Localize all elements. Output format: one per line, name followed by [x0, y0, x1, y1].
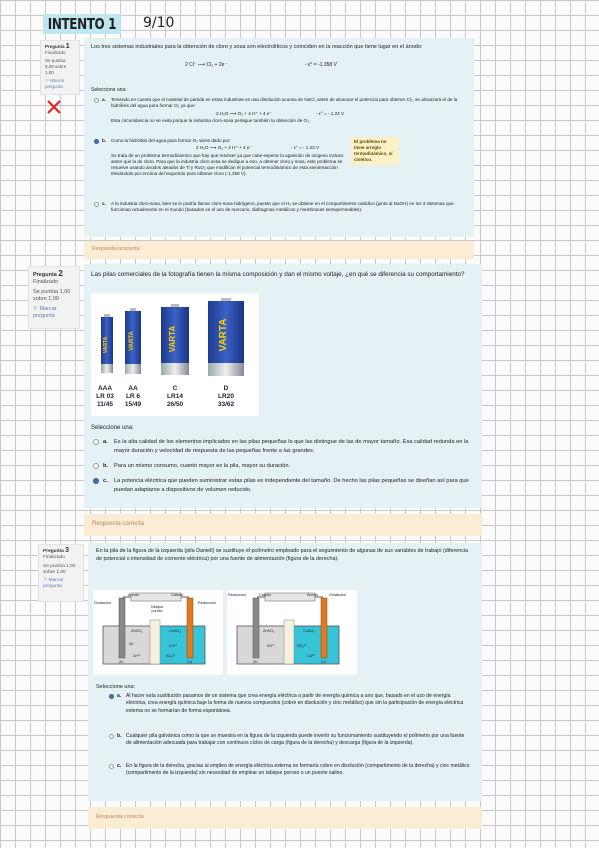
option-letter: c.: [103, 478, 108, 484]
question-label: Pregunta: [33, 272, 59, 278]
equation-main-text: 2 Cl⁻ ⟶ Cl₂ + 2e⁻: [185, 62, 228, 68]
svg-text:VARTA: VARTA: [129, 331, 135, 351]
radio-button[interactable]: [93, 478, 99, 484]
radio-button[interactable]: [109, 764, 114, 769]
label-reduction: Reducción: [228, 593, 246, 597]
question-info-3: [38, 544, 84, 602]
label-cathode: Cátodo: [171, 593, 184, 597]
option-extra: Esta circunstancia no se evita porque la industria cloro-sosa persigue también la obtención de O₂.: [111, 117, 311, 123]
daniell-cell-figure-right: [227, 590, 357, 675]
question-number: 3: [65, 547, 70, 554]
option-letter: a.: [117, 693, 122, 699]
label-anode: Ánodo: [128, 593, 139, 597]
question-info-2: [28, 266, 80, 329]
attempt-title: INTENTO 1: [43, 14, 121, 34]
option-text: Como la hidrólisis del agua para formar O₂ viene dado por:: [111, 138, 231, 143]
attempt-header: [43, 13, 140, 35]
label-so4: SO₄²⁻: [297, 644, 308, 648]
label-porous-wall: Tabique poroso: [150, 605, 164, 614]
flag-question-link[interactable]: ⚐ Marcar pregunta: [43, 578, 64, 590]
option-1c[interactable]: [94, 201, 464, 214]
question-points: Se puntúa 1,00 sobre 1,00: [33, 289, 71, 302]
radio-button[interactable]: [94, 202, 99, 207]
label-cu: Cu: [321, 660, 326, 664]
flag-label: Marcar pregunta: [33, 306, 57, 319]
question-text-2: Las pilas comerciales de la fotografía tienen la misma composición y dan el mismo voltaje, ¿en qué se diferencia su comportamiento?: [91, 271, 465, 278]
option-3a[interactable]: [109, 693, 479, 715]
question-state: Finalizado: [45, 50, 66, 55]
option-text: La potencia eléctrica que pueden suministrar estas pilas es independiente del tamaño. De hecho las pilas pequeñas se diseñan así para que puedan adaptarse a dispositivos de volumen reducido.: [114, 478, 469, 493]
label-oxidation: Oxidación: [94, 601, 111, 605]
feedback-1: [84, 241, 474, 259]
label-reduction: Reducción: [198, 601, 216, 605]
option-letter: c.: [102, 201, 106, 206]
option-letter: b.: [117, 733, 122, 739]
battery-label-c: C LR14 26/50: [166, 385, 184, 408]
label-cu: Cu: [187, 660, 192, 664]
question-number: 1: [65, 43, 70, 50]
feedback-3: [88, 807, 482, 829]
option-2b[interactable]: [93, 462, 478, 471]
label-zn: Zn: [119, 660, 124, 664]
battery-label-aa: AA LR 6 15/49: [124, 385, 142, 408]
option-2a[interactable]: [93, 438, 478, 455]
option-text: Es la alta calidad de los elementos implicados en las pilas pequeñas lo que las distingue de las de mayor tamaño. Esa calidad redunda en la mayor duración y velocidad de respuesta de las pequeñas frente a las grandes.: [114, 439, 469, 454]
label-cu2: Cu²⁺: [307, 654, 316, 658]
label-cuso4: CuSO₄: [169, 629, 181, 633]
attempt-score: 9/10: [143, 15, 175, 31]
option-letter: b.: [103, 463, 109, 469]
option-letter: a.: [103, 439, 108, 445]
question-state: Finalizado: [33, 279, 59, 285]
select-prompt-2: Seleccione una:: [91, 425, 134, 431]
option-letter: c.: [117, 763, 122, 769]
label-oxidation: Oxidación: [329, 593, 346, 597]
label-znso4: ZnSO₄: [131, 629, 143, 633]
feedback-text: Respuesta correcta: [92, 521, 145, 527]
feedback-text: Respuesta correcta: [96, 814, 144, 820]
option-text: Teniendo en cuenta que el material de partida en estas industrias es una disolución acuosa de NaCl, antes de alcanzar el potencial para obtener Cl₂, se alcanzará el de la hidrólisis del agua para formar O₂ ya que:: [111, 97, 458, 109]
label-zn2: Zn²⁺: [267, 644, 275, 648]
svg-text:VARTA: VARTA: [218, 318, 229, 352]
daniell-cell-figure-left: [93, 590, 223, 675]
feedback-note: El problema no tiene arreglo termodinámico, sí cinético.: [351, 137, 399, 165]
radio-button[interactable]: [94, 98, 99, 103]
radio-button[interactable]: [93, 463, 99, 469]
label-electrons: 2e⁻: [129, 642, 136, 646]
battery-label-aaa: AAA LR 03 11/45: [96, 385, 114, 408]
option-3b[interactable]: [109, 733, 479, 748]
option-1a[interactable]: [94, 97, 464, 124]
option-equation: 2 H₂O ⟶ O₂ + 4 H⁺ + 4 e⁻ - ε° = - 1.23 V: [216, 110, 345, 116]
question-text-1: Los tres sistemas industriales para la obtención de cloro y sosa son electrolíticos y coinciden en la reacción que tiene lugar en el ánodo:: [91, 44, 423, 50]
batteries-photo: [91, 293, 259, 416]
option-1b[interactable]: [94, 138, 354, 178]
flag-label: Marcar pregunta: [45, 78, 65, 89]
feedback-2: [84, 514, 482, 536]
option-3c[interactable]: [109, 763, 479, 778]
radio-button[interactable]: [94, 139, 99, 144]
equation-main-potential: - ε° = -1.358 V: [305, 62, 337, 68]
option-letter: b.: [102, 138, 107, 143]
option-text: Cualquier pila galvánica como la que se muestra en la figura de la izquierda puede invertir su funcionamiento sustituyendo el polímetro por una fuente de alimentación adecuada para trabajar con continuos ciclos de carga (figura de la derecha) y descarga (figura de la izquierda).: [126, 733, 465, 747]
equation-main: [185, 62, 425, 68]
flag-label: Marcar pregunta: [43, 578, 64, 590]
radio-button[interactable]: [93, 439, 99, 445]
question-text-3: En la pila de la figura de la izquierda (pila Daniell) se sustituye el polímetro empleado para el seguimiento de algunas de sus variables de trabajo (diferencia de potencial o intensidad de corriente eléctrica) por una fuente de alimentación (figura de la derecha).: [96, 548, 469, 562]
question-points: Se puntúa 1,00 sobre 1,00: [43, 563, 76, 575]
question-points: Se puntúa 0,00 sobre 1,00: [45, 58, 67, 75]
svg-text:VARTA: VARTA: [168, 325, 177, 353]
select-prompt-3: Seleccione una:: [96, 684, 136, 690]
question-number: 2: [58, 269, 63, 278]
label-cathode: Cátodo: [259, 593, 272, 597]
option-text: Para un mismo consumo, cuanto mayor es la pila, mayor su duración.: [114, 463, 291, 469]
svg-text:VARTA: VARTA: [103, 336, 109, 354]
option-equation: 2 H₂O ⟶ O₂ + 4 H⁺ + 4 e⁻ - ε° = - 1.23 V: [196, 145, 320, 151]
option-letter: a.: [102, 97, 106, 102]
flag-question-link[interactable]: ⚐ Marcar pregunta: [33, 306, 57, 319]
flag-question-link[interactable]: ⚐ Marcar pregunta: [45, 78, 65, 89]
battery-label-d: D LR20 33/62: [217, 385, 235, 408]
label-znso4: ZnSO₄: [263, 629, 275, 633]
incorrect-cross-icon: [46, 100, 62, 114]
label-zn2: Zn²⁺: [133, 654, 141, 658]
option-text: Al hacer esta sustitución pasamos de un sistema que crea energía eléctrica a partir de energía química a uno que, basado en el uso de energía eléctrica, crea energía química bajo la forma de nuevos compuestos (cobre en disolución y cinc metálico) que sin la participación de energía eléctrica externa no se formarían de forma espontánea.: [126, 693, 464, 714]
feedback-text: Respuesta incorrecta.: [92, 246, 141, 252]
daniell-cell-diagram-right: [227, 590, 357, 675]
label-anode: Ánodo: [307, 593, 318, 597]
option-2c[interactable]: [93, 477, 478, 494]
radio-button[interactable]: [109, 734, 114, 739]
label-zn: Zn: [253, 660, 258, 664]
question-info-1: [40, 40, 80, 95]
question-label: Pregunta: [43, 549, 66, 554]
option-extra: Se trata de un problema termodinámico que hay que resolver ya que cabe esperar la aparición de oxígeno incluso antes que la de cloro. Para que la industria cloro sosa se dedique a eso, a obtener cloro y sosa, este problema se resuelve usando ánodos aleados de Ti y RuO₂ que modifican el potencial termodinámico de esta semirreacción elevándolo por encima del requerido para obtener cloro (-1,358 V).: [111, 152, 344, 177]
label-cu2: Cu²⁺: [169, 644, 178, 648]
label-cuso4: CuSO₄: [303, 629, 315, 633]
select-prompt-1: Seleccione una:: [91, 87, 127, 93]
label-so4: SO₄²⁻: [166, 654, 177, 658]
option-text: A la industria cloro-sosa, bien se le podría llamar cloro-sosa-hidrógeno, puesto que el H₂ se obtiene en el compartimento catódico (junto al NaOH) en los 3 sistemas que funcionan actualmente en el mundo (basados en el uso de mercurio, diafragmas metálicos y membranas semipermeables).: [111, 201, 454, 213]
option-text: En la figura de la derecha, gracias al empleo de energía eléctrica externa se formaría cobre en disolución (compartimento de la derecha) y cinc metálico (compartimento de la izquierda) sin necesidad de emplear un tabique poroso o un puente salino.: [126, 763, 470, 777]
radio-button[interactable]: [109, 694, 114, 699]
question-label: Pregunta: [45, 44, 66, 49]
question-state: Finalizado: [43, 555, 65, 561]
